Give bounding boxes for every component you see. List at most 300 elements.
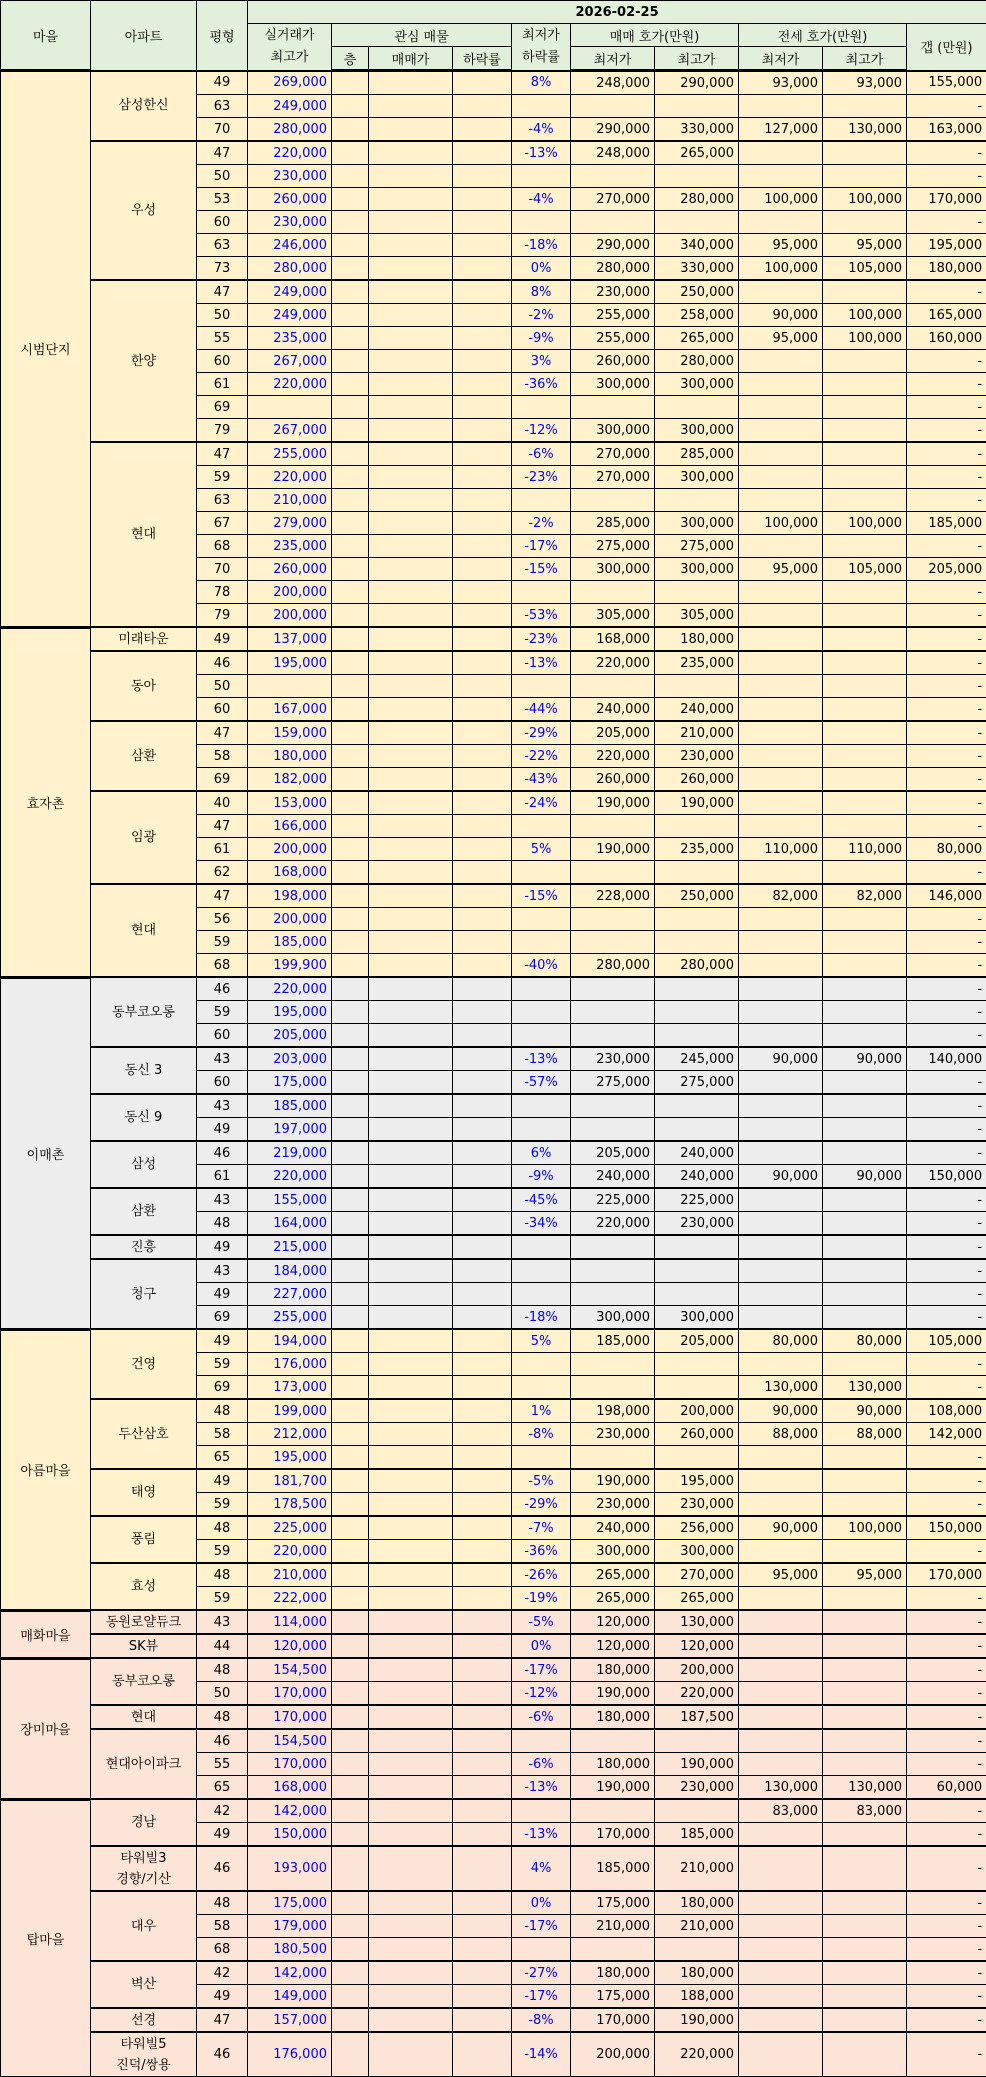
real-price-cell: 194,000 — [248, 1329, 332, 1353]
low-drop-cell — [512, 1024, 571, 1048]
jeonse-max-cell: 82,000 — [823, 884, 907, 908]
jeonse-min-cell — [739, 1141, 823, 1165]
jeonse-min-cell — [739, 1283, 823, 1306]
jeonse-max-cell — [823, 1188, 907, 1212]
sale-max-cell: 240,000 — [655, 698, 739, 722]
size-cell: 47 — [197, 2008, 248, 2032]
low-drop-cell: -36% — [512, 373, 571, 396]
floor-cell — [332, 257, 369, 281]
sale-max-cell — [655, 1118, 739, 1142]
interest-drop-cell — [453, 1610, 512, 1634]
sale-max-cell — [655, 815, 739, 838]
jeonse-min-cell — [739, 908, 823, 931]
table-row — [1, 1961, 986, 1985]
gap-cell: - — [907, 2008, 986, 2032]
gap-cell: - — [907, 1469, 986, 1493]
interest-price-cell — [369, 675, 453, 698]
col-sale-min: 최저가 — [571, 47, 655, 71]
size-cell: 48 — [197, 1516, 248, 1540]
sale-min-cell — [571, 1729, 655, 1753]
size-cell: 79 — [197, 604, 248, 628]
low-drop-cell: -29% — [512, 1493, 571, 1517]
size-cell: 48 — [197, 1705, 248, 1729]
jeonse-max-cell — [823, 931, 907, 954]
jeonse-max-cell — [823, 165, 907, 188]
jeonse-min-cell: 110,000 — [739, 838, 823, 861]
interest-drop-cell — [453, 651, 512, 675]
size-cell: 48 — [197, 1658, 248, 1682]
interest-drop-cell — [453, 350, 512, 373]
low-drop-cell — [512, 815, 571, 838]
sale-max-cell: 180,000 — [655, 1961, 739, 1985]
real-price-cell: 176,000 — [248, 1353, 332, 1376]
floor-cell — [332, 1376, 369, 1400]
jeonse-min-cell: 127,000 — [739, 118, 823, 142]
sale-max-cell — [655, 1799, 739, 1823]
interest-price-cell — [369, 1705, 453, 1729]
jeonse-min-cell — [739, 1682, 823, 1706]
table-row — [1, 1658, 986, 1682]
low-drop-cell — [512, 1446, 571, 1470]
sale-max-cell: 190,000 — [655, 2008, 739, 2032]
real-price-cell: 154,500 — [248, 1658, 332, 1682]
jeonse-min-cell — [739, 211, 823, 234]
sale-max-cell — [655, 165, 739, 188]
interest-drop-cell — [453, 675, 512, 698]
gap-cell: 185,000 — [907, 512, 986, 535]
size-cell: 59 — [197, 1001, 248, 1024]
sale-min-cell: 265,000 — [571, 1587, 655, 1611]
real-price-cell: 185,000 — [248, 1094, 332, 1118]
jeonse-min-cell — [739, 1094, 823, 1118]
low-drop-cell: 0% — [512, 257, 571, 281]
sale-max-cell: 256,000 — [655, 1516, 739, 1540]
jeonse-min-cell: 83,000 — [739, 1799, 823, 1823]
sale-min-cell — [571, 1024, 655, 1048]
size-cell: 49 — [197, 1823, 248, 1847]
table-row — [1, 1846, 986, 1891]
low-drop-cell — [512, 1283, 571, 1306]
interest-drop-cell — [453, 1047, 512, 1071]
jeonse-min-cell: 90,000 — [739, 1399, 823, 1423]
sale-min-cell: 180,000 — [571, 1705, 655, 1729]
sale-max-cell: 250,000 — [655, 884, 739, 908]
sale-min-cell: 185,000 — [571, 1329, 655, 1353]
sale-max-cell — [655, 977, 739, 1001]
sale-max-cell: 245,000 — [655, 1047, 739, 1071]
interest-drop-cell — [453, 627, 512, 651]
sale-min-cell: 270,000 — [571, 442, 655, 466]
floor-cell — [332, 280, 369, 304]
jeonse-min-cell: 88,000 — [739, 1423, 823, 1446]
low-drop-cell: -17% — [512, 1658, 571, 1682]
floor-cell — [332, 1776, 369, 1800]
interest-price-cell — [369, 768, 453, 792]
interest-price-cell — [369, 141, 453, 165]
interest-drop-cell — [453, 768, 512, 792]
jeonse-max-cell — [823, 211, 907, 234]
gap-cell: - — [907, 1353, 986, 1376]
table-row — [1, 884, 986, 908]
size-cell: 65 — [197, 1446, 248, 1470]
sale-min-cell: 290,000 — [571, 118, 655, 142]
sale-max-cell — [655, 1353, 739, 1376]
table-row — [1, 280, 986, 304]
floor-cell — [332, 419, 369, 443]
low-drop-cell — [512, 1118, 571, 1142]
real-price-cell: 220,000 — [248, 141, 332, 165]
floor-cell — [332, 234, 369, 257]
low-drop-cell: -9% — [512, 1165, 571, 1189]
low-drop-cell: -36% — [512, 1540, 571, 1564]
interest-price-cell — [369, 1071, 453, 1095]
low-drop-cell: -12% — [512, 1682, 571, 1706]
sale-max-cell — [655, 581, 739, 604]
real-price-cell: 249,000 — [248, 304, 332, 327]
apartment-name: 삼성 — [91, 1141, 197, 1188]
real-price-cell: 230,000 — [248, 165, 332, 188]
real-bottom: 최고가 — [271, 50, 309, 65]
sale-min-cell — [571, 489, 655, 512]
jeonse-min-cell — [739, 1915, 823, 1938]
village-name: 탑마을 — [1, 1799, 91, 2077]
sale-min-cell: 120,000 — [571, 1634, 655, 1658]
apartment-name: 현대 — [91, 442, 197, 627]
gap-cell: - — [907, 1846, 986, 1891]
interest-drop-cell — [453, 581, 512, 604]
jeonse-min-cell — [739, 651, 823, 675]
interest-drop-cell — [453, 1446, 512, 1470]
real-price-cell: 157,000 — [248, 2008, 332, 2032]
jeonse-max-cell: 100,000 — [823, 188, 907, 211]
real-price-cell: 179,000 — [248, 1915, 332, 1938]
interest-price-cell — [369, 1399, 453, 1423]
real-price-cell — [248, 675, 332, 698]
floor-cell — [332, 1891, 369, 1915]
sale-max-cell: 275,000 — [655, 535, 739, 558]
floor-cell — [332, 1658, 369, 1682]
jeonse-min-cell: 90,000 — [739, 1516, 823, 1540]
real-price-cell: 200,000 — [248, 908, 332, 931]
real-price-cell: 199,900 — [248, 954, 332, 978]
interest-drop-cell — [453, 1001, 512, 1024]
real-price-cell: 120,000 — [248, 1634, 332, 1658]
table-body — [1, 71, 986, 2077]
gap-cell: 80,000 — [907, 838, 986, 861]
low-drop-cell: -18% — [512, 1306, 571, 1330]
gap-cell: - — [907, 396, 986, 419]
gap-cell: - — [907, 1071, 986, 1095]
sale-min-cell — [571, 1353, 655, 1376]
table-row — [1, 627, 986, 651]
sale-max-cell: 330,000 — [655, 257, 739, 281]
size-cell: 49 — [197, 1118, 248, 1142]
low-drop-cell: -26% — [512, 1563, 571, 1587]
floor-cell — [332, 1753, 369, 1776]
interest-drop-cell — [453, 419, 512, 443]
size-cell: 49 — [197, 1283, 248, 1306]
low-drop-cell: -57% — [512, 1071, 571, 1095]
sale-min-cell: 240,000 — [571, 1516, 655, 1540]
floor-cell — [332, 373, 369, 396]
jeonse-min-cell — [739, 1212, 823, 1236]
floor-cell — [332, 1587, 369, 1611]
real-price-cell: 255,000 — [248, 1306, 332, 1330]
apartment-name: 삼성한신 — [91, 71, 197, 142]
size-cell: 62 — [197, 861, 248, 885]
real-price-cell: 200,000 — [248, 838, 332, 861]
col-drop: 하락률 — [453, 47, 512, 71]
table-row — [1, 1188, 986, 1212]
interest-price-cell — [369, 604, 453, 628]
sale-min-cell — [571, 815, 655, 838]
interest-drop-cell — [453, 1729, 512, 1753]
interest-price-cell — [369, 1753, 453, 1776]
interest-drop-cell — [453, 327, 512, 350]
sale-min-cell — [571, 396, 655, 419]
sale-max-cell: 300,000 — [655, 373, 739, 396]
size-cell: 49 — [197, 1329, 248, 1353]
table-row — [1, 1047, 986, 1071]
floor-cell — [332, 1682, 369, 1706]
size-cell: 59 — [197, 1587, 248, 1611]
gap-cell: 142,000 — [907, 1423, 986, 1446]
low-drop-cell: -12% — [512, 419, 571, 443]
low-drop-cell: -15% — [512, 884, 571, 908]
jeonse-min-cell — [739, 396, 823, 419]
size-cell: 47 — [197, 884, 248, 908]
jeonse-max-cell — [823, 1938, 907, 1962]
sale-max-cell: 190,000 — [655, 1753, 739, 1776]
jeonse-max-cell: 90,000 — [823, 1047, 907, 1071]
apartment-name: 동신 9 — [91, 1094, 197, 1141]
jeonse-min-cell — [739, 1493, 823, 1517]
col-jeonse: 전세 호가(만원) — [739, 24, 907, 47]
real-price-cell: 246,000 — [248, 234, 332, 257]
sale-min-cell — [571, 931, 655, 954]
gap-cell: - — [907, 1283, 986, 1306]
interest-drop-cell — [453, 1587, 512, 1611]
apartment-name: 현대 — [91, 884, 197, 977]
jeonse-max-cell — [823, 1212, 907, 1236]
interest-drop-cell — [453, 604, 512, 628]
jeonse-max-cell — [823, 1961, 907, 1985]
size-cell: 59 — [197, 1540, 248, 1564]
sale-min-cell: 248,000 — [571, 71, 655, 95]
col-apartment: 아파트 — [91, 1, 197, 71]
jeonse-max-cell — [823, 1353, 907, 1376]
sale-max-cell — [655, 489, 739, 512]
jeonse-min-cell — [739, 1823, 823, 1847]
jeonse-max-cell: 95,000 — [823, 234, 907, 257]
interest-price-cell — [369, 1283, 453, 1306]
apartment-name: 동부코오롱 — [91, 977, 197, 1047]
interest-price-cell — [369, 1423, 453, 1446]
gap-cell: - — [907, 954, 986, 978]
real-price-cell: 220,000 — [248, 1540, 332, 1564]
gap-cell: - — [907, 604, 986, 628]
sale-max-cell: 180,000 — [655, 1891, 739, 1915]
table-row — [1, 1516, 986, 1540]
gap-cell: - — [907, 1961, 986, 1985]
interest-price-cell — [369, 1047, 453, 1071]
jeonse-max-cell — [823, 1634, 907, 1658]
jeonse-min-cell — [739, 1634, 823, 1658]
real-price-cell: 193,000 — [248, 1846, 332, 1891]
real-price-cell: 220,000 — [248, 373, 332, 396]
interest-price-cell — [369, 1823, 453, 1847]
gap-cell: - — [907, 1540, 986, 1564]
sale-min-cell: 180,000 — [571, 1961, 655, 1985]
jeonse-max-cell — [823, 535, 907, 558]
sale-min-cell — [571, 211, 655, 234]
low-drop-cell: -2% — [512, 304, 571, 327]
jeonse-min-cell — [739, 604, 823, 628]
gap-cell: - — [907, 1212, 986, 1236]
sale-min-cell — [571, 1118, 655, 1142]
sale-max-cell — [655, 861, 739, 885]
sale-max-cell: 280,000 — [655, 954, 739, 978]
sale-max-cell: 305,000 — [655, 604, 739, 628]
size-cell: 46 — [197, 977, 248, 1001]
real-price-cell: 220,000 — [248, 1165, 332, 1189]
real-price-cell: 212,000 — [248, 1423, 332, 1446]
sale-min-cell: 240,000 — [571, 1165, 655, 1189]
interest-price-cell — [369, 71, 453, 95]
low-drop-cell: -15% — [512, 558, 571, 581]
sale-min-cell: 170,000 — [571, 2008, 655, 2032]
sale-max-cell: 300,000 — [655, 466, 739, 489]
low-drop-cell — [512, 931, 571, 954]
sale-max-cell — [655, 931, 739, 954]
low-drop-cell: 6% — [512, 1141, 571, 1165]
jeonse-min-cell — [739, 165, 823, 188]
interest-price-cell — [369, 1634, 453, 1658]
size-cell: 49 — [197, 1469, 248, 1493]
sale-max-cell — [655, 95, 739, 118]
sale-max-cell: 300,000 — [655, 1306, 739, 1330]
jeonse-max-cell — [823, 627, 907, 651]
jeonse-max-cell — [823, 1259, 907, 1283]
real-price-cell: 154,500 — [248, 1729, 332, 1753]
low-drop-cell — [512, 489, 571, 512]
size-cell: 59 — [197, 931, 248, 954]
gap-cell: 140,000 — [907, 1047, 986, 1071]
gap-cell: - — [907, 1610, 986, 1634]
floor-cell — [332, 1985, 369, 2009]
interest-drop-cell — [453, 489, 512, 512]
size-cell: 46 — [197, 1729, 248, 1753]
jeonse-max-cell: 105,000 — [823, 558, 907, 581]
interest-price-cell — [369, 838, 453, 861]
real-top: 실거래가 — [264, 28, 314, 43]
jeonse-min-cell — [739, 1446, 823, 1470]
floor-cell — [332, 1001, 369, 1024]
size-cell: 61 — [197, 373, 248, 396]
sale-min-cell: 175,000 — [571, 1891, 655, 1915]
interest-price-cell — [369, 1094, 453, 1118]
interest-drop-cell — [453, 1846, 512, 1891]
jeonse-min-cell: 130,000 — [739, 1376, 823, 1400]
interest-price-cell — [369, 1846, 453, 1891]
interest-price-cell — [369, 908, 453, 931]
low-drop-cell: -40% — [512, 954, 571, 978]
gap-cell: - — [907, 977, 986, 1001]
sale-min-cell: 190,000 — [571, 838, 655, 861]
jeonse-max-cell — [823, 1891, 907, 1915]
village-name: 장미마을 — [1, 1658, 91, 1799]
sale-max-cell: 120,000 — [655, 1634, 739, 1658]
interest-drop-cell — [453, 141, 512, 165]
jeonse-min-cell — [739, 1705, 823, 1729]
sale-min-cell: 185,000 — [571, 1846, 655, 1891]
sale-min-cell — [571, 1001, 655, 1024]
real-price-cell: 170,000 — [248, 1705, 332, 1729]
gap-cell: - — [907, 1915, 986, 1938]
jeonse-min-cell — [739, 419, 823, 443]
interest-price-cell — [369, 977, 453, 1001]
real-price-cell: 220,000 — [248, 466, 332, 489]
table-row — [1, 1469, 986, 1493]
interest-price-cell — [369, 1799, 453, 1823]
gap-cell: - — [907, 627, 986, 651]
village-name: 이매촌 — [1, 977, 91, 1329]
low-drop-cell: -23% — [512, 627, 571, 651]
apartment-name: 타워빌5 진덕/쌍용 — [91, 2032, 197, 2077]
sale-min-cell: 180,000 — [571, 1753, 655, 1776]
jeonse-min-cell — [739, 1961, 823, 1985]
real-price-cell: 235,000 — [248, 535, 332, 558]
sale-max-cell: 250,000 — [655, 280, 739, 304]
low-drop-cell: -17% — [512, 535, 571, 558]
jeonse-max-cell: 130,000 — [823, 118, 907, 142]
jeonse-max-cell — [823, 651, 907, 675]
size-cell: 67 — [197, 512, 248, 535]
size-cell: 48 — [197, 1212, 248, 1236]
size-cell: 47 — [197, 280, 248, 304]
gap-cell: 60,000 — [907, 1776, 986, 1800]
size-cell: 60 — [197, 350, 248, 373]
real-price-cell: 200,000 — [248, 581, 332, 604]
real-price-cell: 280,000 — [248, 257, 332, 281]
interest-drop-cell — [453, 1469, 512, 1493]
gap-cell: - — [907, 1705, 986, 1729]
gap-cell: - — [907, 651, 986, 675]
low-drop-cell — [512, 1259, 571, 1283]
size-cell: 46 — [197, 651, 248, 675]
interest-drop-cell — [453, 1938, 512, 1962]
size-cell: 73 — [197, 257, 248, 281]
gap-cell: - — [907, 141, 986, 165]
jeonse-max-cell — [823, 1705, 907, 1729]
interest-drop-cell — [453, 1259, 512, 1283]
interest-price-cell — [369, 304, 453, 327]
apartment-name: 효성 — [91, 1563, 197, 1610]
interest-price-cell — [369, 2008, 453, 2032]
table-row — [1, 1259, 986, 1283]
table-row — [1, 1891, 986, 1915]
sale-min-cell — [571, 1446, 655, 1470]
jeonse-max-cell — [823, 1235, 907, 1259]
floor-cell — [332, 489, 369, 512]
gap-cell: 150,000 — [907, 1165, 986, 1189]
gap-cell: - — [907, 211, 986, 234]
interest-drop-cell — [453, 95, 512, 118]
real-price-cell: 260,000 — [248, 558, 332, 581]
sale-min-cell: 240,000 — [571, 698, 655, 722]
jeonse-min-cell — [739, 1118, 823, 1142]
floor-cell — [332, 1353, 369, 1376]
